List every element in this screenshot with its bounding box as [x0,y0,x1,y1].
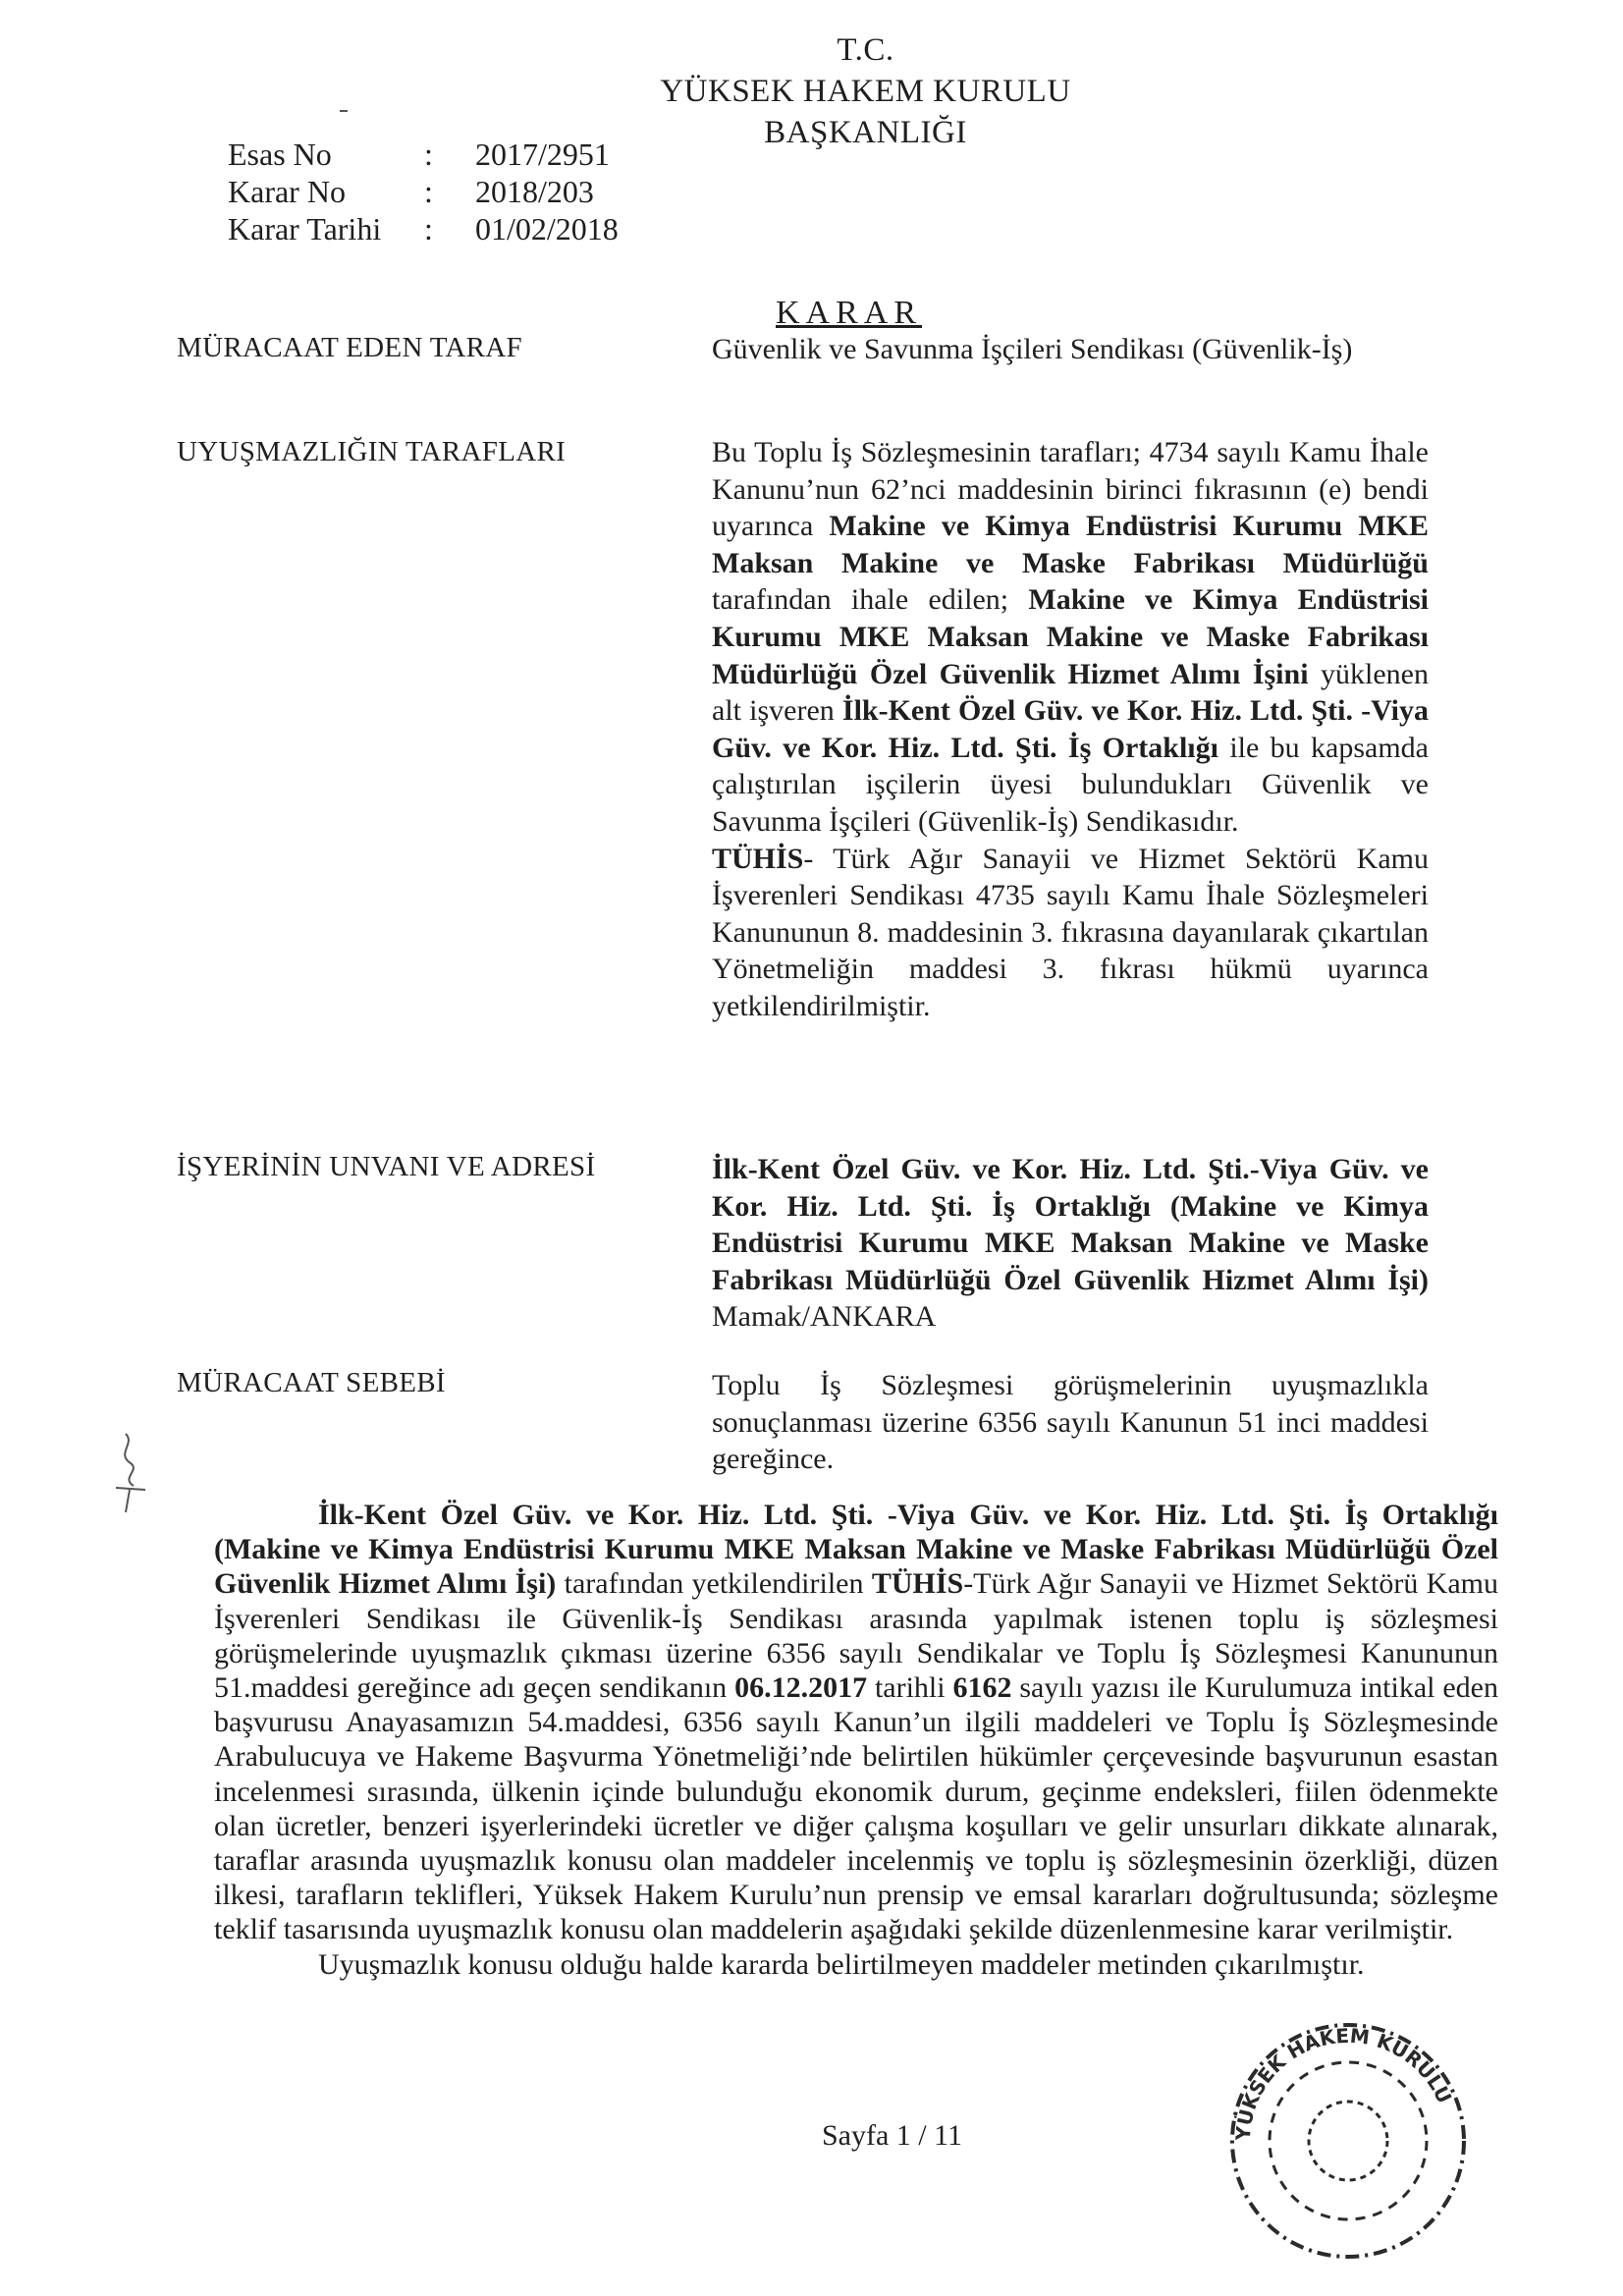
body-paragraph-1 [214,1498,1498,1947]
header-tc: T.C. [837,32,894,68]
meta-sep: : [424,174,433,209]
bold-run: TÜHİS [712,842,804,875]
bold-run: İlk-Kent Özel Güv. ve Kor. Hiz. Ltd. Şti. -Viya Güv. ve Kor. Hiz. Ltd. Şti. İş Ortaklığı [712,694,1429,764]
meta-value: 2018/203 [475,174,594,209]
meta-sep: : [424,211,433,246]
reason-text: Toplu İş Sözleşmesi görüşmelerinin uyuşmazlıkla sonuçlanması üzerine 6356 sayılı Kanunun 51 inci maddesi gereğince. [712,1369,1429,1476]
case-meta [228,136,619,247]
text-run: Bu Toplu İş Sözleşmesinin tarafları; 4734 sayılı Kamu İhale Kanunu’nun 62’nci maddesinin birinci fıkrasının (e) bendi uyarınca [712,436,1429,543]
bold-run: İlk-Kent Özel Güv. ve Kor. Hiz. Ltd. Şti. -Viya Güv. ve Kor. Hiz. Ltd. Şti. İş Ortaklığı (Makine ve Kimya Endüstrisi Kurumu MKE Maksan Makine ve Maske Fabrikası Müdürlüğü Özel Güvenlik Hizmet Alımı İşi) [214,1499,1498,1601]
body-paragraph-2: Uyuşmazlık konusu olduğu halde kararda belirtilmeyen maddeler metinden çıkarılmıştır. [318,1947,1365,1981]
content-reason [712,1367,1429,1478]
meta-value: 2017/2951 [475,137,610,172]
seal-text: YÜKSEK HAKEM KURULU [1230,2023,1457,2142]
label-parties: UYUŞMAZLIĞIN TARAFLARI [177,436,567,467]
meta-sep: : [424,137,433,172]
meta-label: Karar Tarihi [228,211,382,246]
stray-mark [340,110,348,112]
text-run: tarafından ihale edilen; [712,583,1029,617]
text-run: tarafından yetkilendirilen [556,1567,872,1601]
content-applicant [712,331,1429,368]
label-applicant: MÜRACAAT EDEN TARAF [177,332,522,363]
workplace-text [712,1151,1429,1336]
header-institution: YÜKSEK HAKEM KURULU [660,74,1071,109]
bold-run: Makine ve Kimya Endüstrisi Kurumu MKE Maksan Makine ve Maske Fabrikası Müdürlüğü Özel Güvenlik Hizmet Alımı İşini [712,583,1429,690]
text-run: tarihli [867,1671,953,1705]
text-run: yüklenen alt işveren [712,657,1429,728]
content-parties [712,434,1429,1025]
text-run: - Türk Ağır Sanayii ve Hizmet Sektörü Kamu İşverenleri Sendikası 4735 sayılı Kamu İhale Sözleşmeleri Kanununun 8. maddesinin 3. fıkrasına dayanılarak çıkartılan Yönetmeliğin maddesi 3. fıkrası hükmü uyarınca yetkilendirilmiştir. [712,842,1429,1022]
margin-scribble [106,1429,155,1517]
decision-title: KARAR [776,295,923,331]
meta-label: Esas No [228,137,332,172]
meta-row-karar [228,173,619,210]
label-workplace: İŞYERİNİN UNVANI VE ADRESİ [177,1151,596,1182]
applicant-text: Güvenlik ve Savunma İşçileri Sendikası (Güvenlik-İş) [712,333,1353,365]
meta-value: 01/02/2018 [475,211,619,246]
bold-run: 6162 [952,1671,1012,1705]
text-run: ile bu kapsamda çalıştırılan işçilerin üyesi bulundukları Güvenlik ve Savunma İşçileri (Güvenlik-İş) Sendikasıdır. [712,731,1429,838]
label-reason: MÜRACAAT SEBEBİ [177,1367,446,1398]
bold-run: 06.12.2017 [734,1671,868,1705]
meta-row-tarih [228,210,619,247]
content-workplace [712,1151,1429,1336]
parties-paragraph-2 [712,841,1429,1025]
page-number: Sayfa 1 / 11 [821,2119,963,2152]
text-run: -Türk Ağır Sanayii ve Hizmet Sektörü Kamu İşverenleri Sendikası ile Güvenlik-İş Sendikası arasında yapılmak istenen toplu iş sözleşmesi görüşmelerinde uyuşmazlık çıkması üzerine 6356 sayılı Sendikalar ve Toplu İş Sözleşmesi Kanununun 51.maddesi gereğince adı geçen sendikanın [214,1567,1498,1705]
bold-run: TÜHİS [871,1567,964,1601]
parties-paragraph-1 [712,434,1429,841]
meta-label: Karar No [228,174,346,209]
text-run: sayılı yazısı ile Kurulumuza intikal eden başvurusu Anayasamızın 54.maddesi, 6356 sayılı Kanun’un ilgili maddeleri ve Toplu İş Sözleşmesinde Arabulucuya ve Hakeme Başvurma Yönetmeliği’nde belirtilen hükümler çerçevesinde başvurunun esastan incelenmesi sırasında, ülkenin içinde bulunduğu ekonomik durum, geçinme endeksleri, fiilen ödenmekte olan ücretler, benzeri işyerlerindeki ücretler ve diğer çalışma koşulları ve gelir unsurları dikkate alınarak, taraflar arasında uyuşmazlık konusu olan maddeler incelenmiş ve toplu iş sözleşmesinin özerkliği, düzen ilkesi, tarafların teklifleri, Yüksek Hakem Kurulu’nun prensip ve emsal kararları doğrultusunda; sözleşme teklif tasarısında uyuşmazlık konusu olan maddelerin aşağıdaki şekilde düzenlenmesine karar verilmiştir. [214,1671,1498,1946]
text-run: Mamak/ANKARA [712,1300,937,1334]
bold-run: Makine ve Kimya Endüstrisi Kurumu MKE Maksan Makine ve Maske Fabrikası Müdürlüğü [712,510,1429,579]
bold-run: İlk-Kent Özel Güv. ve Kor. Hiz. Ltd. Şti.-Viya Güv. ve Kor. Hiz. Ltd. Şti. İş Ortaklığı (Makine ve Kimya Endüstrisi Kurumu MKE Maksan Makine ve Maske Fabrikası Müdürlüğü Özel Güvenlik Hizmet Alımı İşi) [712,1153,1429,1296]
page-footer [0,2119,1623,2153]
decision-body [214,1498,1498,1982]
header-presidency: BAŞKANLIĞI [764,115,967,150]
meta-row-esas [228,136,619,173]
